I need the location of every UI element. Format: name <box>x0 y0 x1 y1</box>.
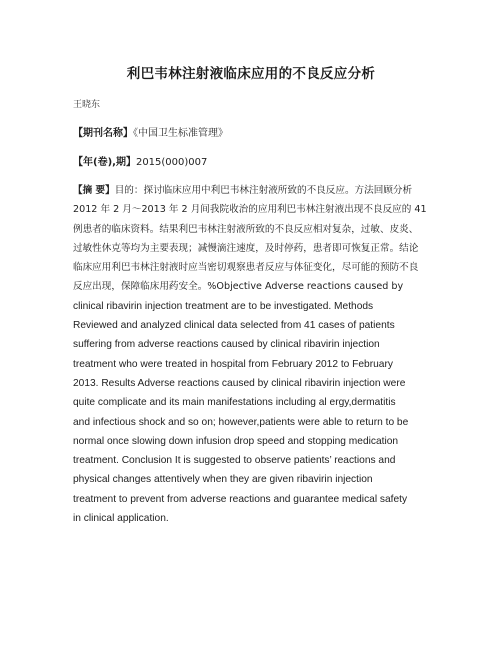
journal-value: 《中国卫生标准管理》 <box>133 128 228 139</box>
issue-value: 2015(000)007 <box>135 157 208 168</box>
abstract-line: 例患者的临床资料。结果利巴韦林注射液所致的不良反应相对复杂，过敏、皮炎、 <box>73 223 419 235</box>
abstract-line: 临床应用利巴韦林注射液时应当密切观察患者反应与体征变化，尽可能的预防不良 <box>73 262 419 274</box>
abstract-line: and infectious shock and so on; however,patients were able to return to be <box>73 416 409 428</box>
abstract-line <box>73 181 433 200</box>
abstract-block <box>73 181 433 528</box>
abstract-line: clinical ribavirin injection treatment are to be investigated. Methods <box>73 300 374 312</box>
journal-label: 【期刊名称】 <box>73 128 133 139</box>
abstract-line: treatment. Conclusion It is suggested to observe patients’ reactions and <box>73 455 396 467</box>
abstract-line: physical changes attentively when they are given ribavirin injection <box>73 474 373 486</box>
abstract-line: treatment to prevent from adverse reactions and guarantee medical safety <box>73 493 408 505</box>
abstract-line: 2012 年 2 月～2013 年 2 月间我院收治的应用利巴韦林注射液出现不良反应的 41 <box>73 204 427 216</box>
abstract-line: suffering from adverse reactions caused by clinical ribavirin injection <box>73 339 380 351</box>
abstract-line: treatment who were treated in hospital from February 2012 to February <box>73 358 393 370</box>
author-name: 王晓东 <box>73 100 101 110</box>
paper-title: 利巴韦林注射液临床应用的不良反应分析 <box>126 66 376 82</box>
abstract-text: 目的：探讨临床应用中利巴韦林注射液所致的不良反应。方法回顾分析 <box>114 185 413 196</box>
abstract-line: normal once slowing down infusion drop speed and stopping medication <box>73 435 399 447</box>
issue-label: 【年(卷),期】 <box>73 157 136 168</box>
abstract-line: 反应出现，保障临床用药安全。%Objective Adverse reactions caused by <box>73 281 404 293</box>
abstract-line: 过敏性休克等均为主要表现；减慢滴注速度，及时停药，患者即可恢复正常。结论 <box>73 242 419 254</box>
abstract-label: 【摘 要】 <box>73 185 115 196</box>
abstract-line: 2013. Results Adverse reactions caused by clinical ribavirin injection were <box>73 377 406 389</box>
abstract-line: Reviewed and analyzed clinical data selected from 41 cases of patients <box>73 320 395 332</box>
issue-field <box>73 153 207 168</box>
abstract-line: in clinical application. <box>73 513 169 525</box>
journal-field <box>73 124 228 139</box>
abstract-line: quite complicate and its main manifestations including al ergy,dermatitis <box>73 397 396 409</box>
